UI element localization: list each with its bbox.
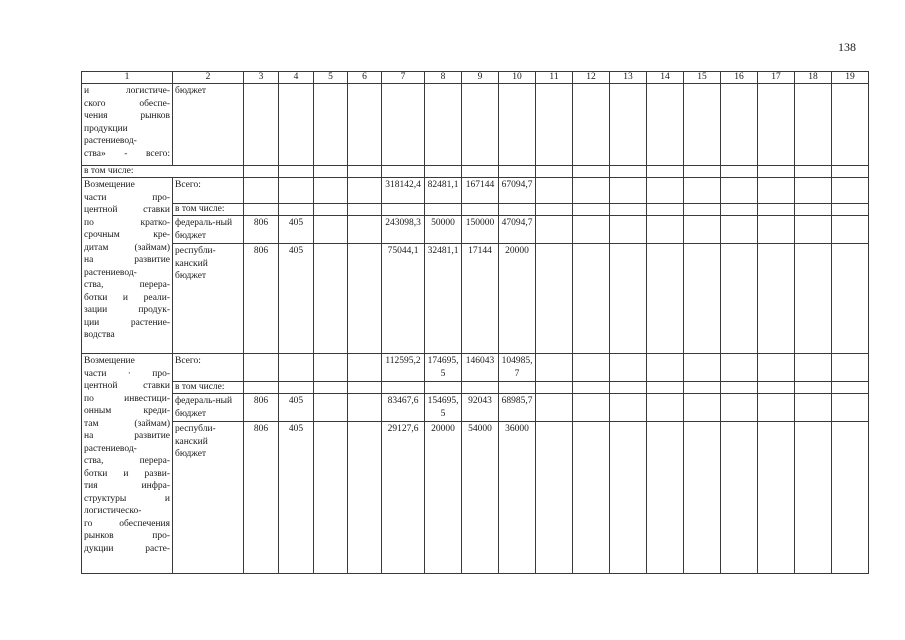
budget-label: республи-канский бюджет: [173, 244, 244, 354]
value-cell: 405: [279, 244, 314, 354]
column-number: 12: [573, 72, 610, 84]
column-number: 6: [348, 72, 382, 84]
value-cell: 54000: [462, 422, 499, 574]
column-number: 14: [647, 72, 684, 84]
value-cell: 17144: [462, 244, 499, 354]
table-header-row: [82, 72, 869, 84]
column-number: 13: [610, 72, 647, 84]
value-cell: 20000: [499, 244, 536, 354]
value-cell: 806: [244, 394, 279, 422]
value-cell: 167144: [462, 178, 499, 204]
budget-label: Всего:: [173, 178, 244, 204]
value-cell: 112595,2: [382, 354, 425, 382]
value-cell: 36000: [499, 422, 536, 574]
column-number: 5: [314, 72, 348, 84]
budget-label: бюджет: [173, 84, 244, 166]
value-cell: 83467,6: [382, 394, 425, 422]
value-cell: 243098,3: [382, 216, 425, 244]
value-cell: 47094,7: [499, 216, 536, 244]
column-number: 16: [721, 72, 758, 84]
column-number: 4: [279, 72, 314, 84]
column-number: 8: [425, 72, 462, 84]
value-cell: 146043: [462, 354, 499, 382]
value-cell: 104985,7: [499, 354, 536, 382]
budget-label: федераль-ный бюджет: [173, 216, 244, 244]
value-cell: 405: [279, 216, 314, 244]
table-row: [82, 84, 869, 166]
table-row: [82, 354, 869, 382]
page-number: 138: [838, 40, 856, 54]
table-row: [82, 382, 869, 394]
budget-table: [81, 71, 869, 574]
table-row: [82, 216, 869, 244]
table-row: [82, 244, 869, 354]
value-cell: 92043: [462, 394, 499, 422]
column-number: 3: [244, 72, 279, 84]
budget-label: федераль-ный бюджет: [173, 394, 244, 422]
value-cell: 405: [279, 422, 314, 574]
column-number: 18: [795, 72, 832, 84]
value-cell: 68985,7: [499, 394, 536, 422]
value-cell: 806: [244, 244, 279, 354]
including-label: в том числе:: [82, 166, 244, 178]
value-cell: 154695,5: [425, 394, 462, 422]
value-cell: 20000: [425, 422, 462, 574]
value-cell: 50000: [425, 216, 462, 244]
value-cell: 32481,1: [425, 244, 462, 354]
budget-label: республи-канский бюджет: [173, 422, 244, 574]
column-number: 10: [499, 72, 536, 84]
value-cell: 67094,7: [499, 178, 536, 204]
column-number: 17: [758, 72, 795, 84]
column-number: 1: [82, 72, 173, 84]
table-row: [82, 422, 869, 574]
measure-description: и логистиче- ского обеспе- чения рынков продукции растениевод- ства» - всего:: [82, 84, 173, 166]
value-cell: 174695,5: [425, 354, 462, 382]
column-number: 9: [462, 72, 499, 84]
table-row: [82, 204, 869, 216]
value-cell: 29127,6: [382, 422, 425, 574]
including-label: в том числе:: [173, 204, 244, 216]
including-label: в том числе:: [173, 382, 244, 394]
column-number: 2: [173, 72, 244, 84]
value-cell: 82481,1: [425, 178, 462, 204]
value-cell: 150000: [462, 216, 499, 244]
measure-description: Возмещение части про- центной ставки по кратко- срочным кре- дитам (займам) на развитие растениевод- ства, перера- ботки и реали- зации продук- ции растение- водства: [82, 178, 173, 354]
value-cell: 318142,4: [382, 178, 425, 204]
value-cell: 75044,1: [382, 244, 425, 354]
column-number: 11: [536, 72, 573, 84]
value-cell: 806: [244, 422, 279, 574]
table-row: [82, 178, 869, 204]
value-cell: 405: [279, 394, 314, 422]
table-row: [82, 394, 869, 422]
column-number: 7: [382, 72, 425, 84]
table-row: [82, 166, 869, 178]
measure-description: Возмещение части · про- центной ставки по инвестици- онным креди- там (займам) на развитие растениевод- ства, перера- ботки и разви- тия инфра- структуры и логистическо- го обеспечения рынков про- дукции расте-: [82, 354, 173, 574]
column-number: 19: [832, 72, 869, 84]
budget-label: Всего:: [173, 354, 244, 382]
value-cell: 806: [244, 216, 279, 244]
column-number: 15: [684, 72, 721, 84]
